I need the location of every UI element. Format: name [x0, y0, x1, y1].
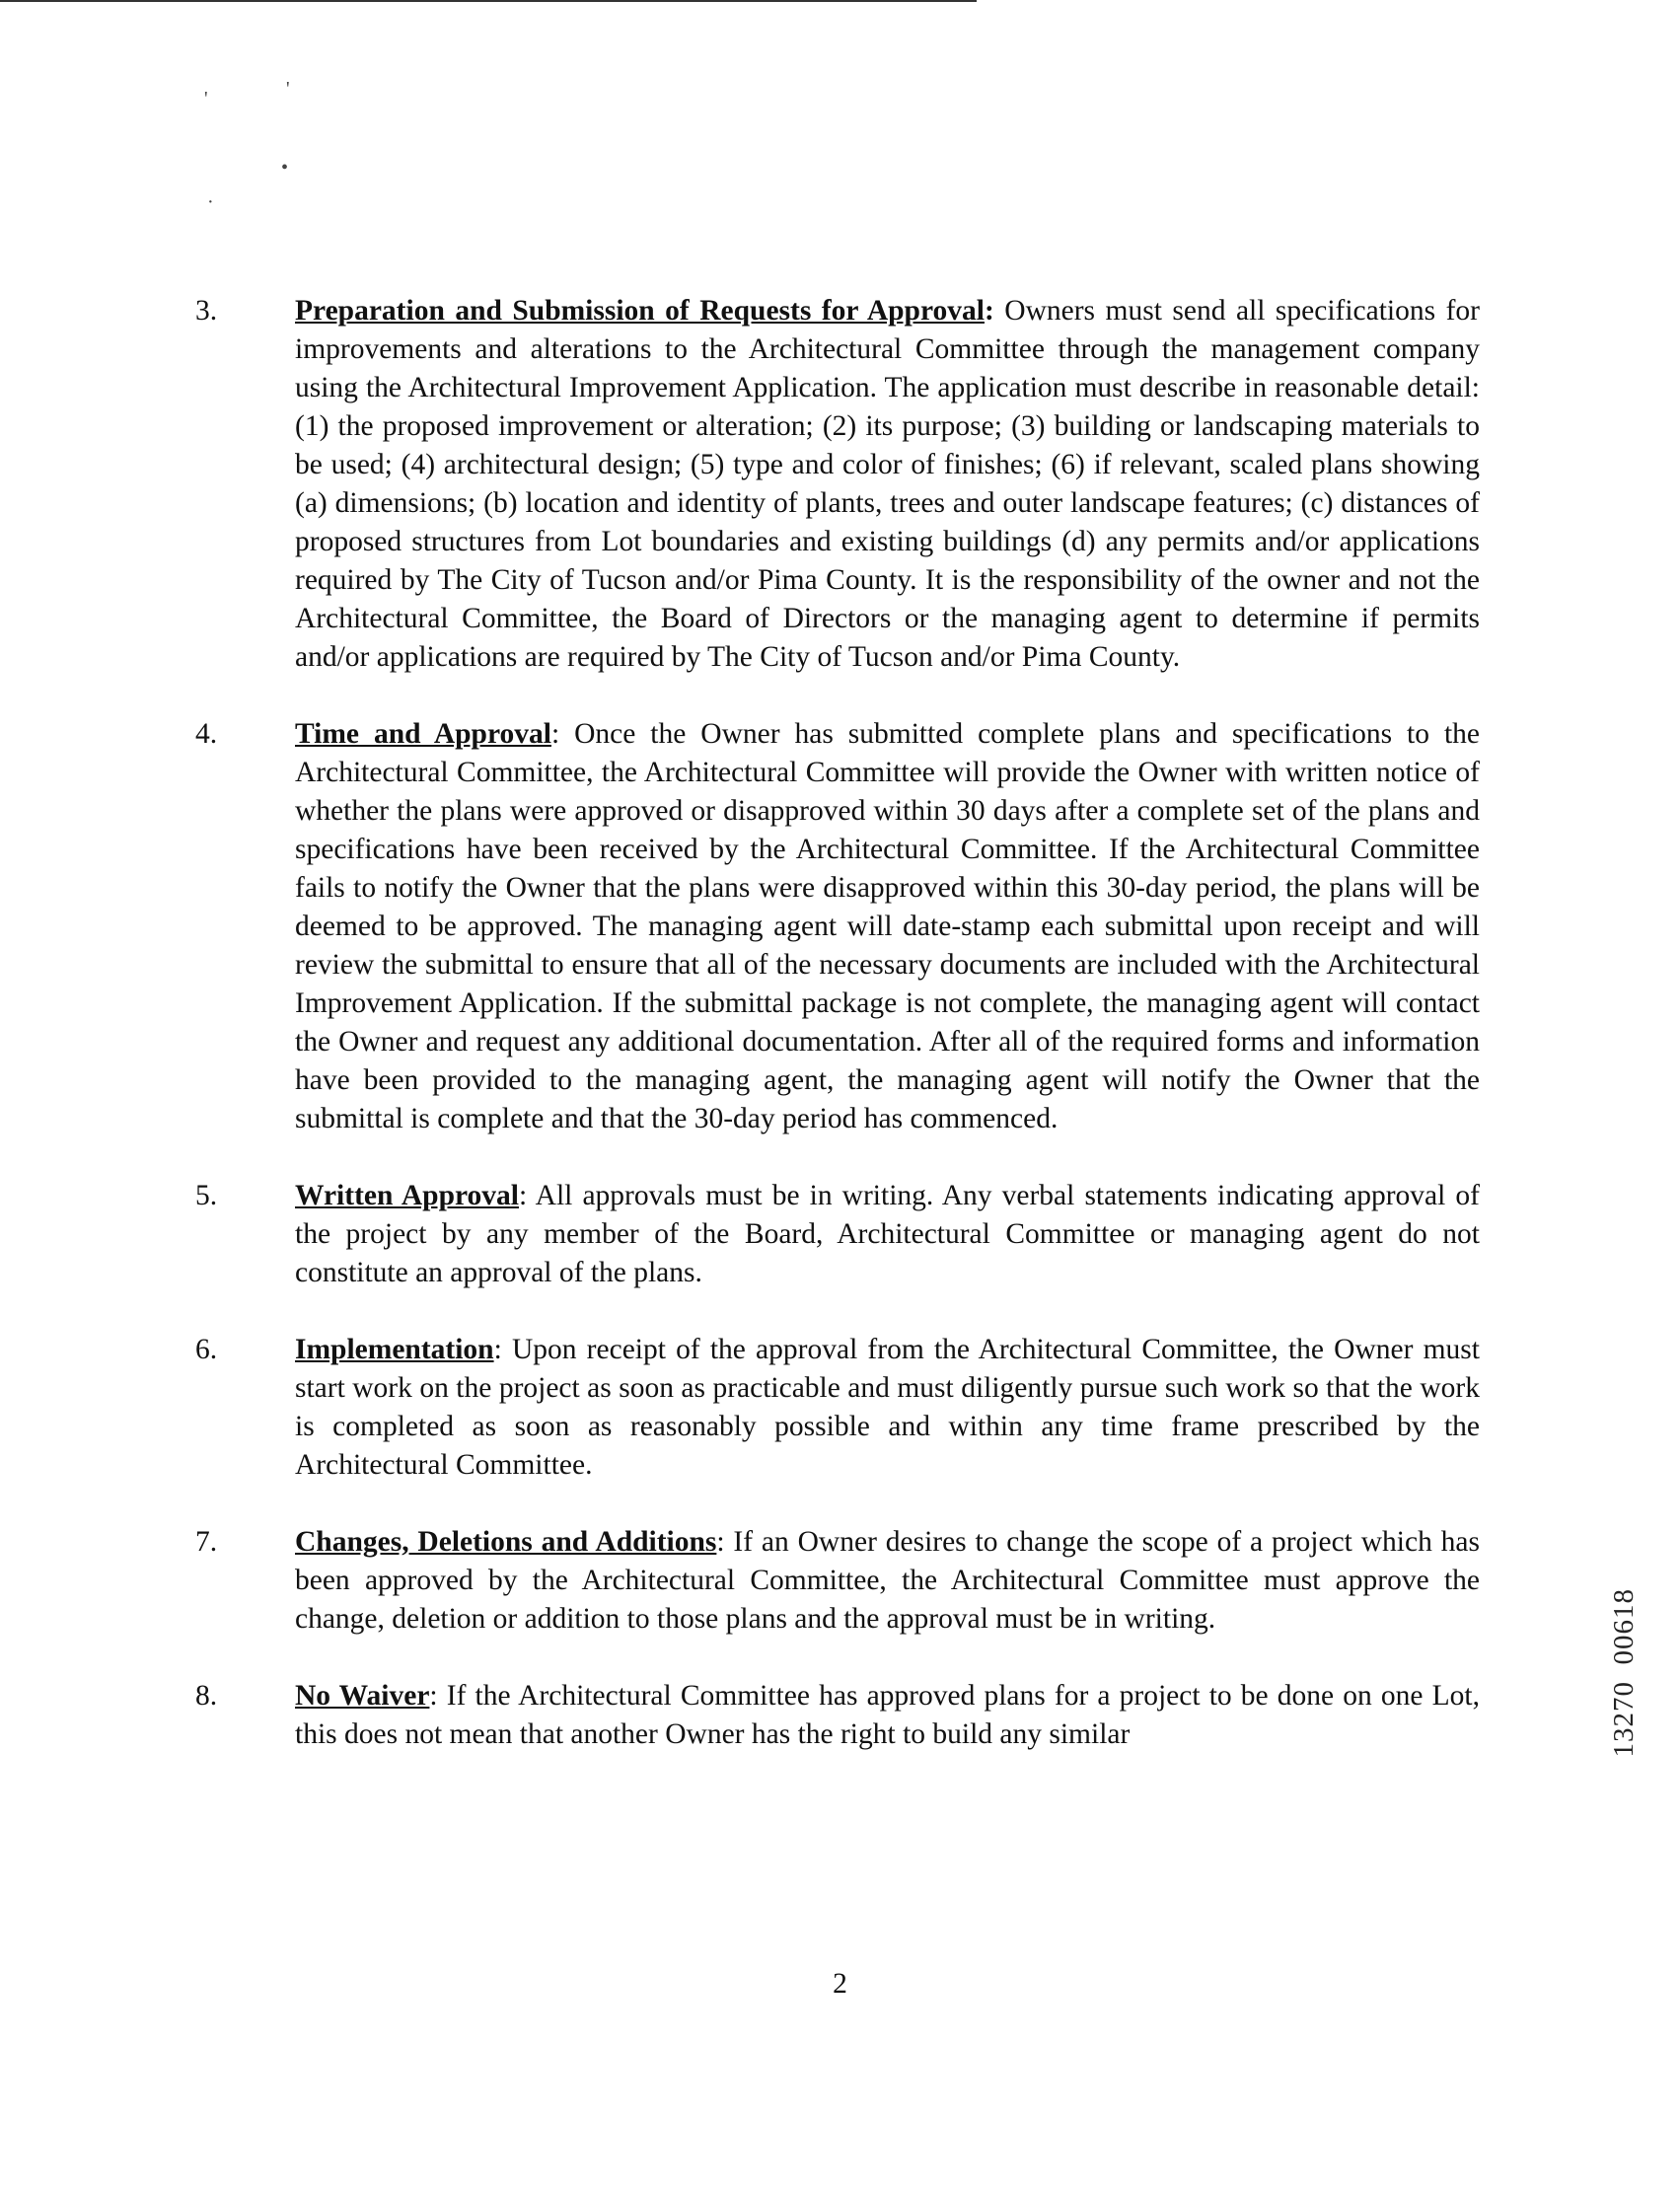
section-body: [295, 292, 1480, 677]
scan-speck: •: [281, 157, 289, 179]
section-body: [295, 1177, 1480, 1292]
section-7: [195, 1523, 1480, 1639]
section-text: All approvals must be in writing. Any verbal statements indicating approval of the project by any member of the Board, Architectural Committee or managing agent do not constitute an approval of the plans.: [295, 1180, 1480, 1288]
section-body: [295, 715, 1480, 1138]
section-number: 7.: [195, 1526, 218, 1558]
section-heading: Time and Approval: [295, 718, 551, 750]
margin-document-code: 13270 00618: [1608, 1588, 1640, 1758]
heading-colon: :: [984, 295, 994, 327]
page-number: 2: [833, 1968, 847, 2000]
section-number: 4.: [195, 718, 218, 750]
section-text: Once the Owner has submitted complete plans and specifications to the Architectural Committee, the Architectural Committee will provide the Owner with written notice of whether the plans were approved or disapproved within 30 days after a complete set of the plans and specifications have been received by the Architectural Committee. If the Architectural Committee fails to notify the Owner that the plans were disapproved within this 30-day period, the plans will be deemed to be approved. The managing agent will date-stamp each submittal upon receipt and will review the submittal to ensure that all of the necessary documents are included with the Architectural Improvement Application. If the submittal package is not complete, the managing agent will contact the Owner and request any additional documentation. After all of the required forms and information have been provided to the managing agent, the managing agent will notify the Owner that the submittal is complete and that the 30-day period has commenced.: [295, 718, 1480, 1134]
section-8: [195, 1677, 1480, 1754]
heading-colon: :: [716, 1526, 725, 1558]
section-5: [195, 1177, 1480, 1292]
section-heading: Preparation and Submission of Requests for Approval: [295, 295, 985, 327]
section-heading: Implementation: [295, 1334, 494, 1365]
section-body: [295, 1331, 1480, 1485]
scan-speck: ': [204, 88, 208, 109]
section-text: If an Owner desires to change the scope of a project which has been approved by the Architectural Committee, the Architectural Committee must approve the change, deletion or addition to those plans and the approval must be in writing.: [295, 1526, 1480, 1635]
section-number: 3.: [195, 295, 218, 327]
section-body: [295, 1677, 1480, 1754]
scan-edge-line: [0, 0, 977, 2]
section-heading: No Waiver: [295, 1680, 430, 1712]
section-body: [295, 1523, 1480, 1639]
heading-colon: :: [429, 1680, 438, 1712]
section-heading: Changes, Deletions and Additions: [295, 1526, 717, 1558]
section-text: If the Architectural Committee has approved plans for a project to be done on one Lot, this does not mean that another Owner has the right to build any similar: [295, 1680, 1480, 1750]
section-text: Owners must send all specifications for improvements and alterations to the Architectural Committee through the management company using the Architectural Improvement Application. The application must describe in reasonable detail: (1) the proposed improvement or alteration; (2) its purpose; (3) building or landscaping materials to be used; (4) architectural design; (5) type and color of finishes; (6) if relevant, scaled plans showing (a) dimensions; (b) location and identity of plants, trees and outer landscape features; (c) distances of proposed structures from Lot boundaries and existing buildings (d) any permits and/or applications required by The City of Tucson and/or Pima County. It is the responsibility of the owner and not the Architectural Committee, the Board of Directors or the managing agent to determine if permits and/or applications are required by The City of Tucson and/or Pima County.: [295, 295, 1480, 673]
section-3: [195, 292, 1480, 677]
section-heading: Written Approval: [295, 1180, 519, 1211]
scan-speck: ·: [207, 191, 214, 213]
heading-colon: :: [550, 718, 560, 750]
section-text: Upon receipt of the approval from the Architectural Committee, the Owner must start work on the project as soon as practicable and must diligently pursue such work so that the work is completed as soon as reasonably possible and within any time frame prescribed by the Architectural Committee.: [295, 1334, 1480, 1481]
heading-colon: :: [493, 1334, 502, 1365]
section-number: 5.: [195, 1180, 218, 1211]
section-4: [195, 715, 1480, 1138]
section-number: 6.: [195, 1334, 218, 1365]
section-6: [195, 1331, 1480, 1485]
document-body: [195, 292, 1480, 1792]
heading-colon: :: [519, 1180, 528, 1211]
scan-speck: ': [286, 78, 290, 100]
section-number: 8.: [195, 1680, 218, 1712]
